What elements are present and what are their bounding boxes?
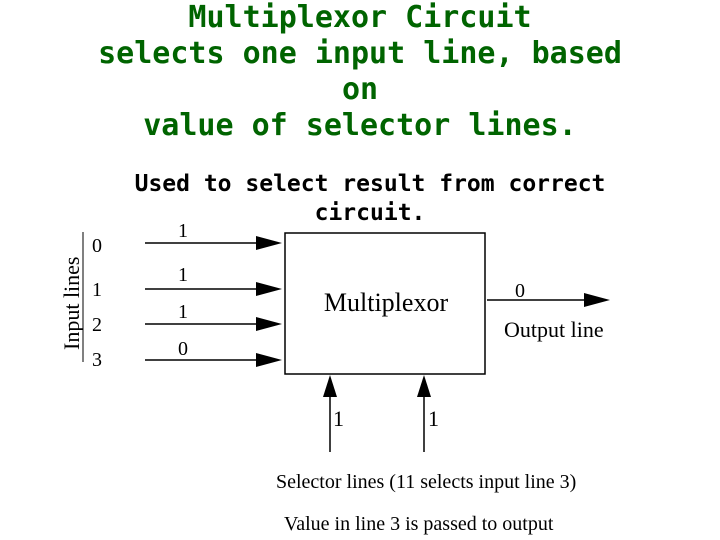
input-value: 1 — [178, 264, 188, 286]
input-arrow — [145, 353, 282, 367]
subtitle-line: circuit. — [314, 200, 426, 226]
title-line: selects one input line, based — [98, 36, 622, 71]
input-value: 1 — [178, 301, 188, 323]
input-line-number: 0 — [92, 235, 102, 257]
output-arrow — [487, 293, 610, 307]
title-line: value of selector lines. — [143, 108, 577, 143]
input-lines-label: Input lines — [59, 256, 84, 350]
output-value: 0 — [515, 280, 525, 302]
input-value: 1 — [178, 220, 188, 242]
subtitle-line: Used to select result from correct — [134, 171, 606, 197]
multiplexor-label: Multiplexor — [323, 288, 449, 317]
input-value: 0 — [178, 338, 188, 360]
input-arrow — [145, 282, 282, 296]
input-line-number: 3 — [92, 349, 102, 371]
title-line: Multiplexor Circuit — [188, 0, 532, 35]
input-arrow — [145, 317, 282, 331]
output-line-label: Output line — [504, 317, 604, 342]
title-line: on — [341, 72, 379, 107]
selector-caption: Selector lines (11 selects input line 3) — [276, 471, 577, 493]
selector-value: 1 — [428, 406, 439, 431]
footer-caption: Value in line 3 is passed to output — [284, 513, 554, 535]
input-arrow — [145, 236, 282, 250]
input-line-number: 1 — [92, 279, 102, 301]
selector-value: 1 — [333, 406, 344, 431]
input-line-number: 2 — [92, 314, 102, 336]
